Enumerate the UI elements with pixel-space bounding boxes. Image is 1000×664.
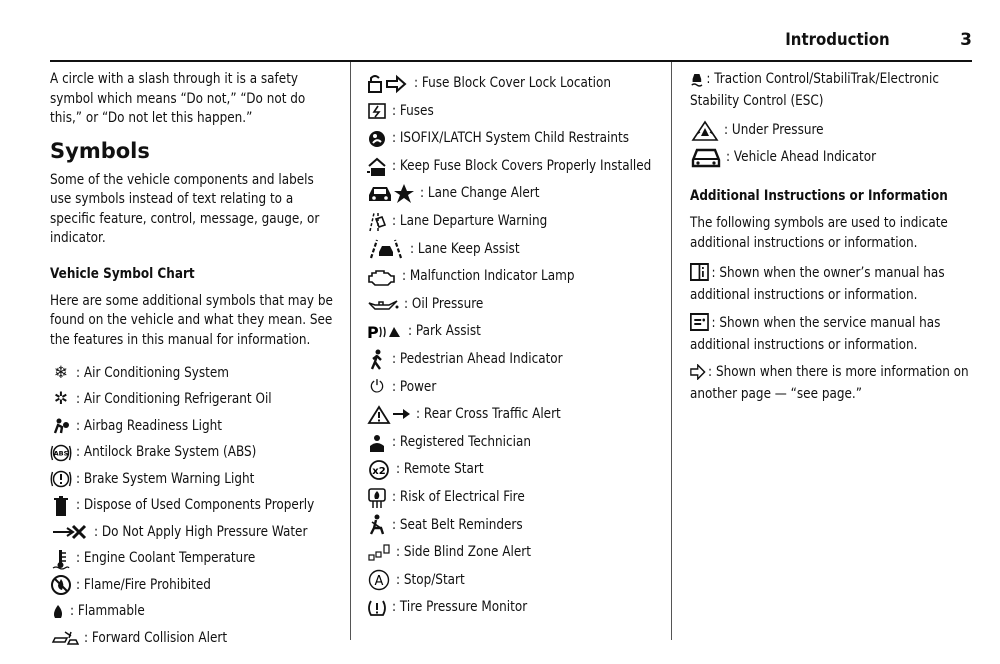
list-item: ✲ : Air Conditioning Refrigerant Oil: [50, 387, 340, 414]
refrigerant-oil-icon: ✲: [53, 389, 69, 410]
owners-manual-icon: [690, 263, 709, 286]
column-2: [366, 70, 661, 622]
chart-intro: Here are some additional symbols that may be found on the vehicle and what they mean. See the features in this manual for information.: [50, 292, 333, 348]
vehicle-ahead-icon: [690, 147, 722, 169]
fuse-cover-icon: [366, 156, 388, 178]
list-item: P : Park Assist: [367, 323, 481, 342]
see-page-arrow-icon: [690, 364, 705, 385]
coolant-temp-icon: [50, 548, 72, 570]
oil-pressure-icon: [366, 294, 400, 316]
airbag-icon: [50, 415, 72, 437]
list-item: : Fuses: [366, 98, 661, 126]
list-item: x2 : Remote Start: [366, 456, 661, 484]
list-item: : Flammable: [50, 599, 340, 626]
list-item: A : Stop/Start: [366, 567, 661, 595]
remote-start-icon: [366, 459, 392, 481]
air-conditioning-icon: ❄: [53, 362, 69, 383]
under-pressure-icon: [690, 120, 720, 142]
list-item: : Keep Fuse Block Covers Properly Installed: [366, 153, 661, 181]
list-item: : Brake System Warning Light: [50, 466, 340, 493]
symbols-heading: Symbols: [50, 138, 150, 163]
engine-icon: [366, 266, 398, 288]
additional-instructions-heading: Additional Instructions or Information: [690, 188, 948, 204]
section-title: Introduction: [785, 30, 890, 50]
list-item: : Engine Coolant Temperature: [50, 546, 340, 573]
forward-collision-icon: [50, 627, 80, 649]
list-item: : Risk of Electrical Fire: [366, 484, 661, 512]
list-item: ❄ : Air Conditioning System: [50, 360, 340, 387]
fuse-lock-icon: [366, 73, 410, 95]
fire-prohibited-icon: [50, 574, 72, 596]
list-item: : Registered Technician: [366, 429, 661, 457]
list-item: : Malfunction Indicator Lamp: [366, 263, 661, 291]
list-item: : Flame/Fire Prohibited: [50, 572, 340, 599]
rear-cross-traffic-icon: [366, 404, 412, 426]
page-header: [50, 30, 972, 62]
safety-symbol-note: A circle with a slash through it is a safety symbol which means “Do not,” “Do not do this,” or “Do not let this happen.”: [50, 71, 306, 126]
list-item: : Do Not Apply High Pressure Water: [50, 519, 340, 546]
power-icon: ⏻: [370, 376, 384, 397]
fuse-icon: [366, 100, 388, 122]
svg-text:ABS: ABS: [53, 449, 69, 458]
technician-icon: [366, 432, 388, 454]
column-divider: [671, 62, 672, 640]
list-item: : Rear Cross Traffic Alert: [366, 401, 661, 429]
vehicle-symbol-chart-heading: Vehicle Symbol Chart: [50, 265, 195, 282]
svg-text:A: A: [374, 574, 384, 590]
stop-start-icon: [366, 569, 392, 591]
electrical-fire-icon: [366, 487, 388, 509]
list-item: : Shown when there is more information on another page — “see page.”: [690, 364, 969, 402]
no-high-pressure-water-icon: [50, 521, 90, 543]
page-number: 3: [960, 30, 972, 50]
column-3: [690, 70, 982, 412]
list-item: : Airbag Readiness Light: [50, 413, 340, 440]
list-item: : Traction Control/StabiliTrak/Electronic Stability Control (ESC): [690, 71, 939, 109]
list-item: : Dispose of Used Components Properly: [50, 493, 340, 520]
list-item: : Under Pressure: [690, 117, 982, 144]
list-item: : Lane Departure Warning: [366, 208, 661, 236]
service-manual-icon: [690, 313, 709, 336]
list-item: : Forward Collision Alert: [50, 625, 340, 652]
list-item: ⏻ : Power: [366, 374, 661, 402]
abs-icon: [50, 442, 72, 464]
lane-departure-icon: [366, 211, 388, 233]
side-blind-zone-icon: [366, 542, 392, 564]
traction-control-icon: [690, 71, 704, 92]
list-item: : Pedestrian Ahead Indicator: [366, 346, 661, 374]
list-item: : Vehicle Ahead Indicator: [690, 144, 982, 171]
child-restraint-icon: [366, 128, 388, 150]
lane-keep-icon: [366, 238, 406, 260]
lane-change-icon: [366, 183, 416, 205]
list-item: : Lane Change Alert: [366, 180, 661, 208]
svg-text:x2: x2: [372, 466, 386, 478]
list-item: ABS : Antilock Brake System (ABS): [50, 440, 340, 467]
svg-text:P: P: [367, 323, 379, 342]
pedestrian-icon: [366, 349, 388, 371]
column-divider: [350, 62, 351, 640]
list-item: : Oil Pressure: [366, 291, 661, 319]
dispose-icon: [50, 495, 72, 517]
list-item: : ISOFIX/LATCH System Child Restraints: [366, 125, 661, 153]
symbols-intro: Some of the vehicle components and labels use symbols instead of text relating to a specific feature, control, message, gauge, or indicator.: [50, 171, 320, 246]
list-item: : Shown when the owner’s manual has additional instructions or information.: [690, 265, 945, 303]
list-item: : Seat Belt Reminders: [366, 512, 661, 540]
seat-belt-icon: [366, 514, 388, 536]
brake-warning-icon: [50, 468, 72, 490]
tire-pressure-icon: [366, 597, 388, 619]
list-item: : Fuse Block Cover Lock Location: [366, 70, 661, 98]
column-1: [50, 70, 340, 652]
park-assist-icon: [366, 321, 404, 343]
list-item: : Side Blind Zone Alert: [366, 539, 661, 567]
list-item: : Lane Keep Assist: [366, 236, 661, 264]
list-item: : Tire Pressure Monitor: [366, 594, 661, 622]
list-item: : Shown when the service manual has additional instructions or information.: [690, 315, 941, 353]
flammable-icon: [50, 601, 66, 623]
instructions-intro: The following symbols are used to indicate additional instructions or information.: [690, 215, 948, 251]
